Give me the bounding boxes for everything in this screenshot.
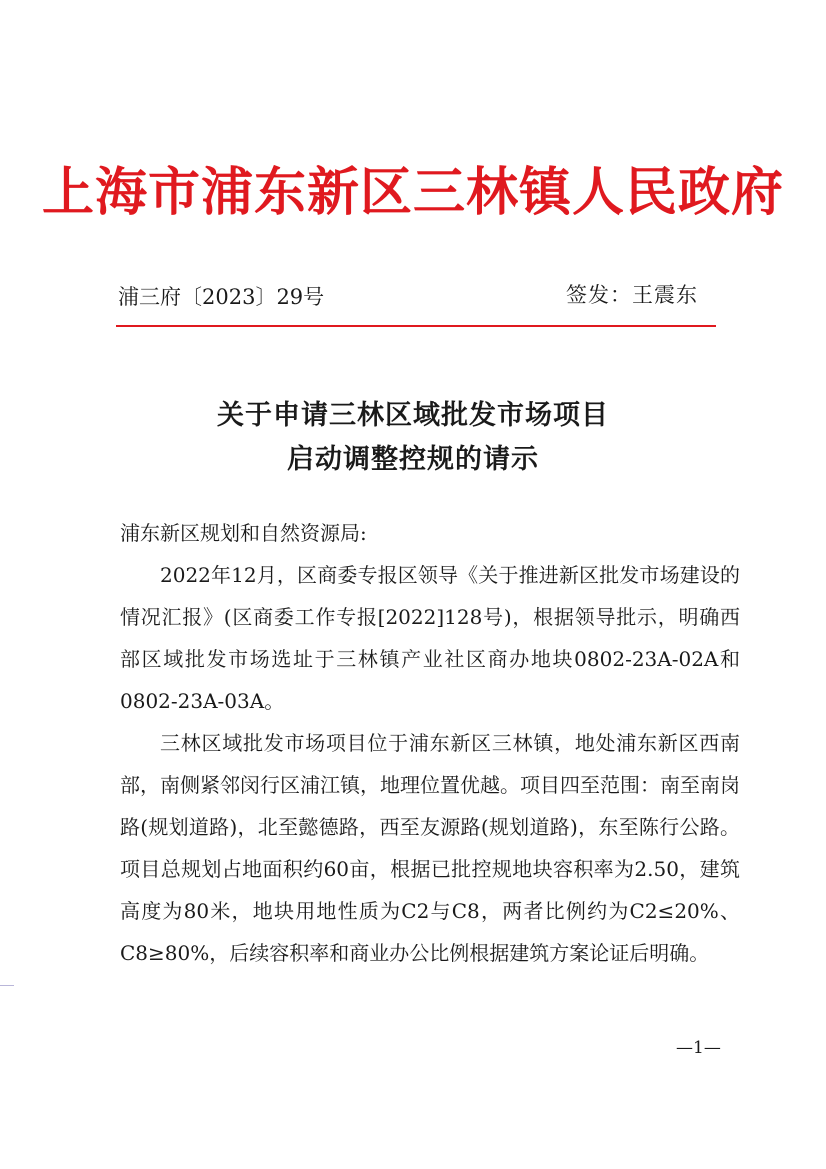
document-number: 浦三府〔2023〕29号 [118, 285, 325, 309]
signer: 签发：王震东 [566, 283, 698, 307]
document-title-line-1: 关于申请三林区域批发市场项目 [217, 400, 609, 431]
margin-mark [0, 985, 14, 986]
paragraph-2: 三林区域批发市场项目位于浦东新区三林镇，地处浦东新区西南部，南侧紧邻闵行区浦江镇，地理位置优越。项目四至范围：南至南岗路(规划道路)，北至懿德路，西至友源路(规划道路)，东至陈行公路。项目总规划占地面积约60亩，根据已批控规地块容积率为2.50，建筑高度为80米，地块用地性质为C2与C8，两者比例约为C2≤20%、C8≥80%，后续容积率和商业办公比例根据建筑方案论证后明确。 [120, 731, 740, 965]
red-divider-line [116, 325, 716, 327]
document-body [120, 512, 740, 974]
paragraph-1: 2022年12月，区商委专报区领导《关于推进新区批发市场建设的情况汇报》(区商委工作专报[2022]128号)，根据领导批示，明确西部区域批发市场选址于三林镇产业社区商办地块0802-23A-02A和0802-23A-03A。 [120, 563, 740, 713]
issuer-title: 上海市浦东新区三林镇人民政府 [41, 162, 784, 223]
page-number: —1— [676, 1038, 721, 1058]
document-title-line-2: 启动调整控规的请示 [287, 444, 539, 475]
salutation: 浦东新区规划和自然资源局: [120, 521, 367, 545]
